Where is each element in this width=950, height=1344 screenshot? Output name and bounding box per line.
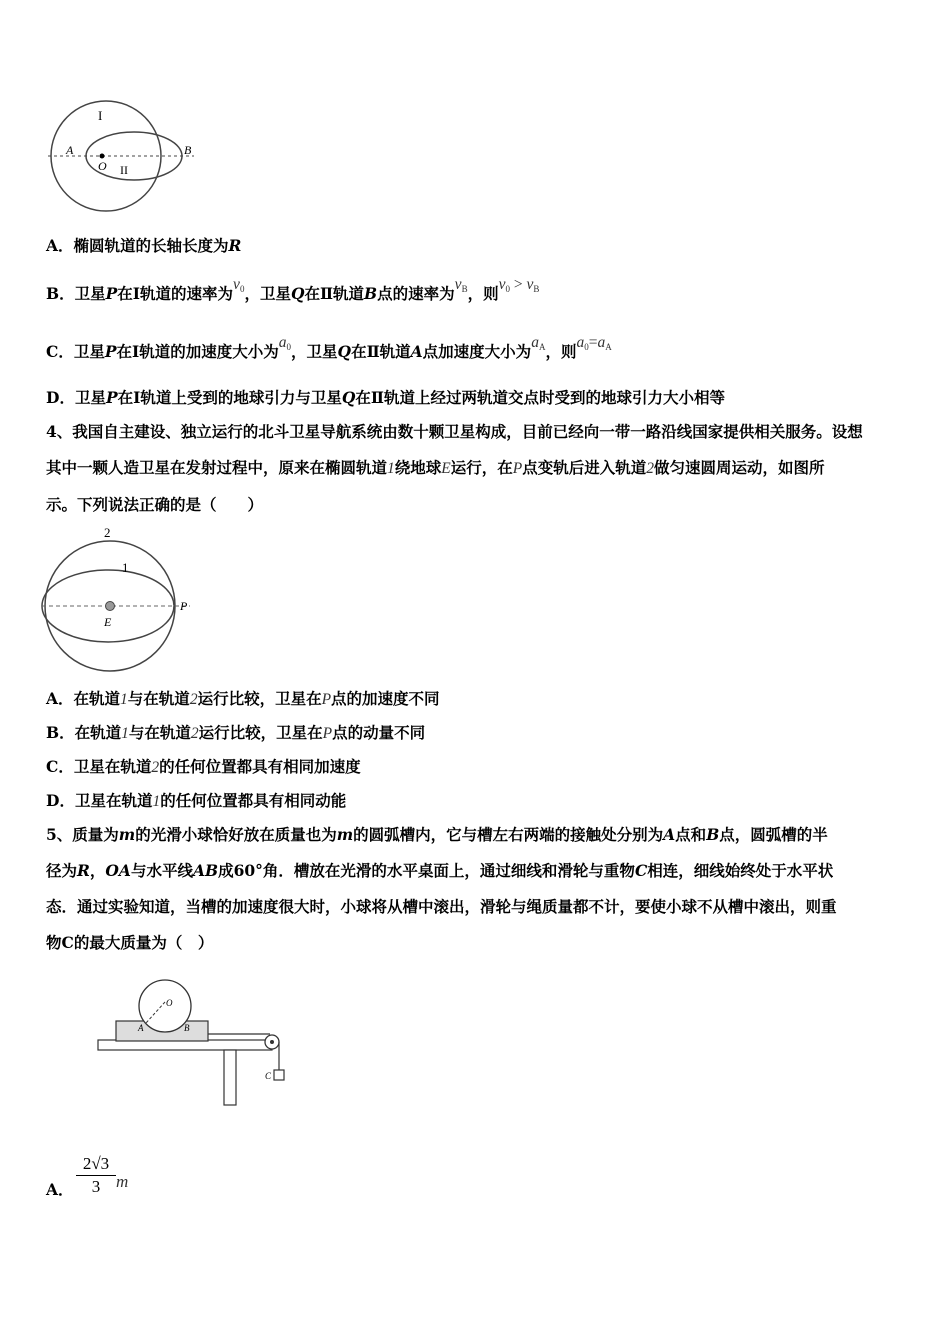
math-relation: a0=aA [576,334,612,352]
label-P: P [180,599,188,613]
math-v0: v0 [233,276,245,294]
var-R: R [228,236,242,255]
q5-option-a-prefix: A． [46,1180,74,1199]
text: 在Ⅱ轨道 [351,342,411,361]
option-prefix: A． [46,236,74,255]
var-Q: Q [337,342,352,361]
q4-line-3: 示。下列说法正确的是（ ） [46,495,264,514]
text: 在Ⅰ轨道的速率为 [117,284,234,303]
label-I: I [98,108,103,123]
q3-option-a [46,236,241,256]
q3-option-c [46,334,612,364]
text: 在Ⅱ轨道上经过两轨道交点时受到的地球引力大小相等 [355,388,725,407]
var-P: P [105,284,118,303]
figure-groove-pulley [94,976,294,1108]
q5-line-2: 径为R，OA与水平线AB成60°角．槽放在光滑的水平桌面上，通过细线和滑轮与重物C相连，细线始终处于水平状 [46,861,834,880]
q5-line-4: 物C的最大质量为（ ） [46,933,214,952]
var-A: A [410,342,423,361]
figure-orbits-2 [40,522,200,674]
table-leg [224,1050,236,1105]
var-P: P [104,342,117,361]
text: 在Ⅰ轨道上受到的地球引力与卫星 [117,388,342,407]
q5-option-a-fraction [76,1153,116,1198]
text: 卫星 [74,388,106,407]
option-prefix: B． [46,284,75,303]
q4-option-a: A．在轨道1与在轨道2运行比较，卫星在P点的加速度不同 [46,689,440,708]
q4-option-b: B．在轨道1与在轨道2运行比较，卫星在P点的动量不同 [46,723,426,742]
label-A: A [66,143,74,157]
q4-stem [46,414,908,523]
label-B: B [184,1023,190,1033]
var-Q: Q [341,388,356,407]
q5-line-1: 5、质量为m的光滑小球恰好放在质量也为m的圆弧槽内，它与槽左右两端的接触处分别为A点和B点，圆弧槽的半 [46,825,828,844]
option-text: 椭圆轨道的长轴长度为 [73,236,229,255]
figure-orbits-1 [44,98,204,218]
text: 在Ⅱ轨道 [304,284,365,303]
math-relation: v0 > vB [498,276,540,294]
q4-line-1: 4、我国自主建设、独立运行的北斗卫星导航系统由数十颗卫星构成，目前已经向一带一路沿线国家提供相关服务。设想 [46,422,863,441]
q3-option-d [46,388,725,408]
text: ，则 [545,342,577,361]
text: 点的速率为 [377,284,455,303]
var-Q: Q [290,284,305,303]
q5-option-a-m: m [116,1172,129,1191]
option-prefix: D． [46,388,75,407]
label-C: C [265,1071,272,1081]
label-O: O [166,998,173,1008]
q5-line-3: 态．通过实验知道，当槽的加速度很大时，小球将从槽中滚出，滑轮与绳质量都不计，要使小球不从槽中滚出，则重 [46,897,837,916]
math-vB: vB [454,276,468,294]
var-P: P [105,388,118,407]
q4-option-c: C．卫星在轨道2的任何位置都具有相同加速度 [46,757,361,776]
label-1: 1 [122,560,129,575]
option-prefix: C． [46,342,74,361]
q3-option-b [46,276,540,306]
weight-C [274,1070,284,1080]
text: 卫星 [74,284,106,303]
var-B: B [364,284,378,303]
earth-icon [106,602,115,611]
label-E: E [104,615,112,629]
math-a0: a0 [278,334,292,352]
q4-option-d: D．卫星在轨道1的任何位置都具有相同动能 [46,791,347,810]
label-A: A [138,1023,144,1033]
text: ，则 [467,284,499,303]
text: 在Ⅰ轨道的加速度大小为 [116,342,279,361]
pulley-axle [270,1040,274,1044]
text: ，卫星 [244,284,291,303]
q5-stem [46,817,908,961]
label-B: B [184,143,192,157]
fraction-numerator: 2√3 [76,1153,116,1176]
label-O: O [98,159,107,173]
text: ，卫星 [291,342,338,361]
text: 点加速度大小为 [422,342,532,361]
math-aA: aA [531,334,546,352]
label-II: II [120,163,128,177]
label-2: 2 [104,525,111,540]
fraction-denominator: 3 [91,1177,101,1196]
q4-line-2: 其中一颗人造卫星在发射过程中，原来在椭圆轨道1绕地球E运行，在P点变轨后进入轨道2做匀速圆周运动，如图所 [46,458,825,477]
text: 卫星 [73,342,105,361]
earth-center-dot [100,154,105,159]
